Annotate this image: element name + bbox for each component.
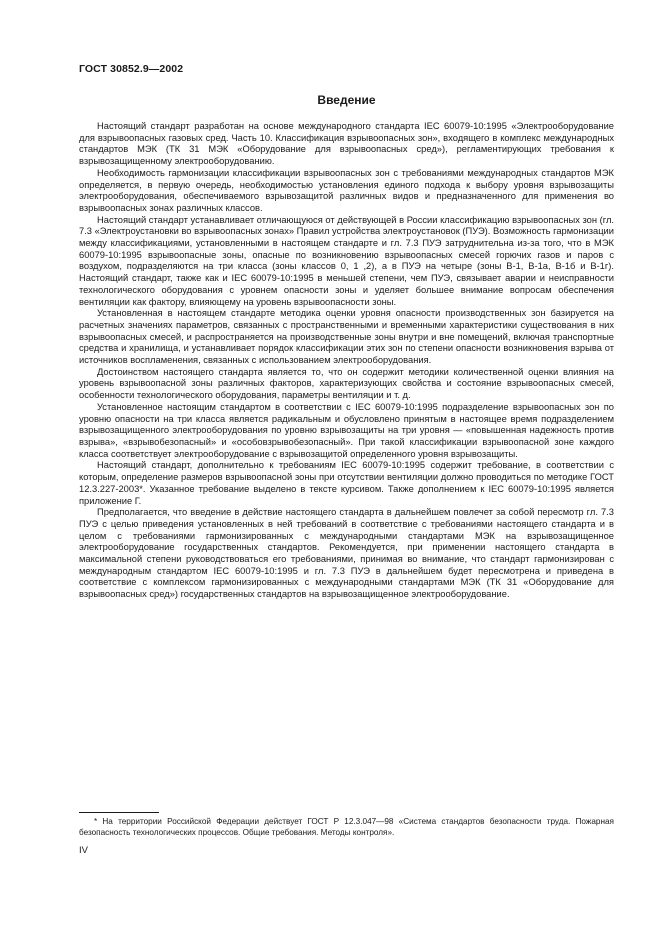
paragraph: Предполагается, что введение в действие настоящего стандарта в дальнейшем повлечет за собой пересмотр гл. 7.3 ПУЭ с целью приведения установленных в ней требований в соответствие с требованиями настоящего стандарта и в целом с требованиями гармонизированных с международными стандартами МЭК на взрывозащищенное электрооборудование государственных стандартов. Рекомендуется, при применении настоящего стандарта в максимальной степени руководствоваться его требованиями, принимая во внимание, что стандарт гармонизирован с международным стандартом IEC 60079-10:1995 и гл. 7.3 ПУЭ в дальнейшем будет пересмотрена и приведена в соответствие с комплексом гармонизированных с международными стандартами МЭК (ТК 31 «Оборудование для взрывоопасных сред») государственных стандартов на взрывозащищенное электрооборудование. bbox=[79, 507, 614, 600]
body-text bbox=[79, 121, 614, 601]
page-number: IV bbox=[79, 845, 88, 856]
paragraph: Настоящий стандарт разработан на основе международного стандарта IEC 60079-10:1995 «Электрооборудование для взрывоопасных газовых сред. Часть 10. Классификация взрывоопасных зон», входящего в комплекс международных стандартов МЭК (ТК 31 МЭК «Оборудование для взрывоопасных сред»), регламентирующих требования к взрывозащищенному электрооборудованию. bbox=[79, 121, 614, 167]
paragraph: Достоинством настоящего стандарта является то, что он содержит методики количественной оценки влияния на уровень взрывоопасной зоны различных факторов, характеризующих свойства и состояние взрывоопасных смесей, особенности технологического оборудования, параметры вентиляции и т. д. bbox=[79, 366, 614, 401]
section-title: Введение bbox=[317, 93, 376, 107]
footnote: * На территории Российской Федерации действует ГОСТ Р 12.3.047—98 «Система стандартов безопасности труда. Пожарная безопасность технологических процессов. Общие требования. Методы контроля». bbox=[79, 817, 614, 837]
document-header: ГОСТ 30852.9—2002 bbox=[79, 63, 184, 75]
footnote-divider bbox=[79, 812, 159, 813]
paragraph: Настоящий стандарт устанавливает отличающуюся от действующей в России классификацию взрывоопасных зон (гл. 7.3 «Электроустановки во взрывоопасных зонах» Правил устройства электроустановок (ПУЭ). Возможность гармонизации между классификациями, установленными в настоящем стандарте и гл. 7.3 ПУЭ затруднительна из-за того, что в МЭК 60079-10:1995 взрывоопасные зоны, опасные по возникновению взрывоопасных смесей горючих газов и паров с воздухом, подразделяются на три класса (зоны классов 0, 1 ,2), а в ПУЭ на четыре (зоны В-1, В-1а, В-1б и В-1г). Настоящий стандарт, также как и IEC 60079-10:1995 в меньшей степени, чем ПУЭ, связывает аварии и неисправности технологического оборудования с уровнем опасности зоны и уделяет большее внимание вопросам обеспечения вентиляции как фактору, влияющему на уровень взрывоопасности зоны. bbox=[79, 214, 614, 307]
paragraph: Необходимость гармонизации классификации взрывоопасных зон с требованиями международных стандартов МЭК определяется, в первую очередь, необходимостью установления единого подхода к выбору уровня взрывозащиты электрооборудования, обеспечиваемого взрывозащитой различных видов и предназначенного для применения во взрывоопасных зонах различных классов. bbox=[79, 167, 614, 213]
paragraph: Настоящий стандарт, дополнительно к требованиям IEC 60079-10:1995 содержит требование, в соответствии с которым, определение размеров взрывоопасной зоны при отсутствии вентиляции должно проводиться по методике ГОСТ 12.3.227-2003*. Указанное требование выделено в тексте курсивом. Также дополнением к IEC 60079-10:1995 является приложение Г. bbox=[79, 460, 614, 506]
paragraph: Установленная в настоящем стандарте методика оценки уровня опасности производственных зон базируется на расчетных значениях параметров, связанных с пространственными и временными характеристики существования в них взрывоопасных смесей, и распространяется на производственные зоны внутри и вне помещений, включая транспортные средства и хранилища, и устанавливает порядок классификации этих зон по степени опасности возникновения взрыва от источников воспламенения, связанных с использованием электрооборудования. bbox=[79, 308, 614, 366]
paragraph: Установленное настоящим стандартом в соответствии с IEC 60079-10:1995 подразделение взрывоопасных зон по уровню опасности на три класса является радикальным и обусловлено принятым в настоящее время подразделением взрывозащищенного электрооборудования по уровню взрывозащиты на три уровня — «повышенная надежность против взрыва», «взрывобезопасный» и «особовзрывобезопасный». При такой классификации взрывоопасной зоне каждого класса соответствует электрооборудование с взрывозащитой определенного уровня взрывозащиты. bbox=[79, 401, 614, 459]
